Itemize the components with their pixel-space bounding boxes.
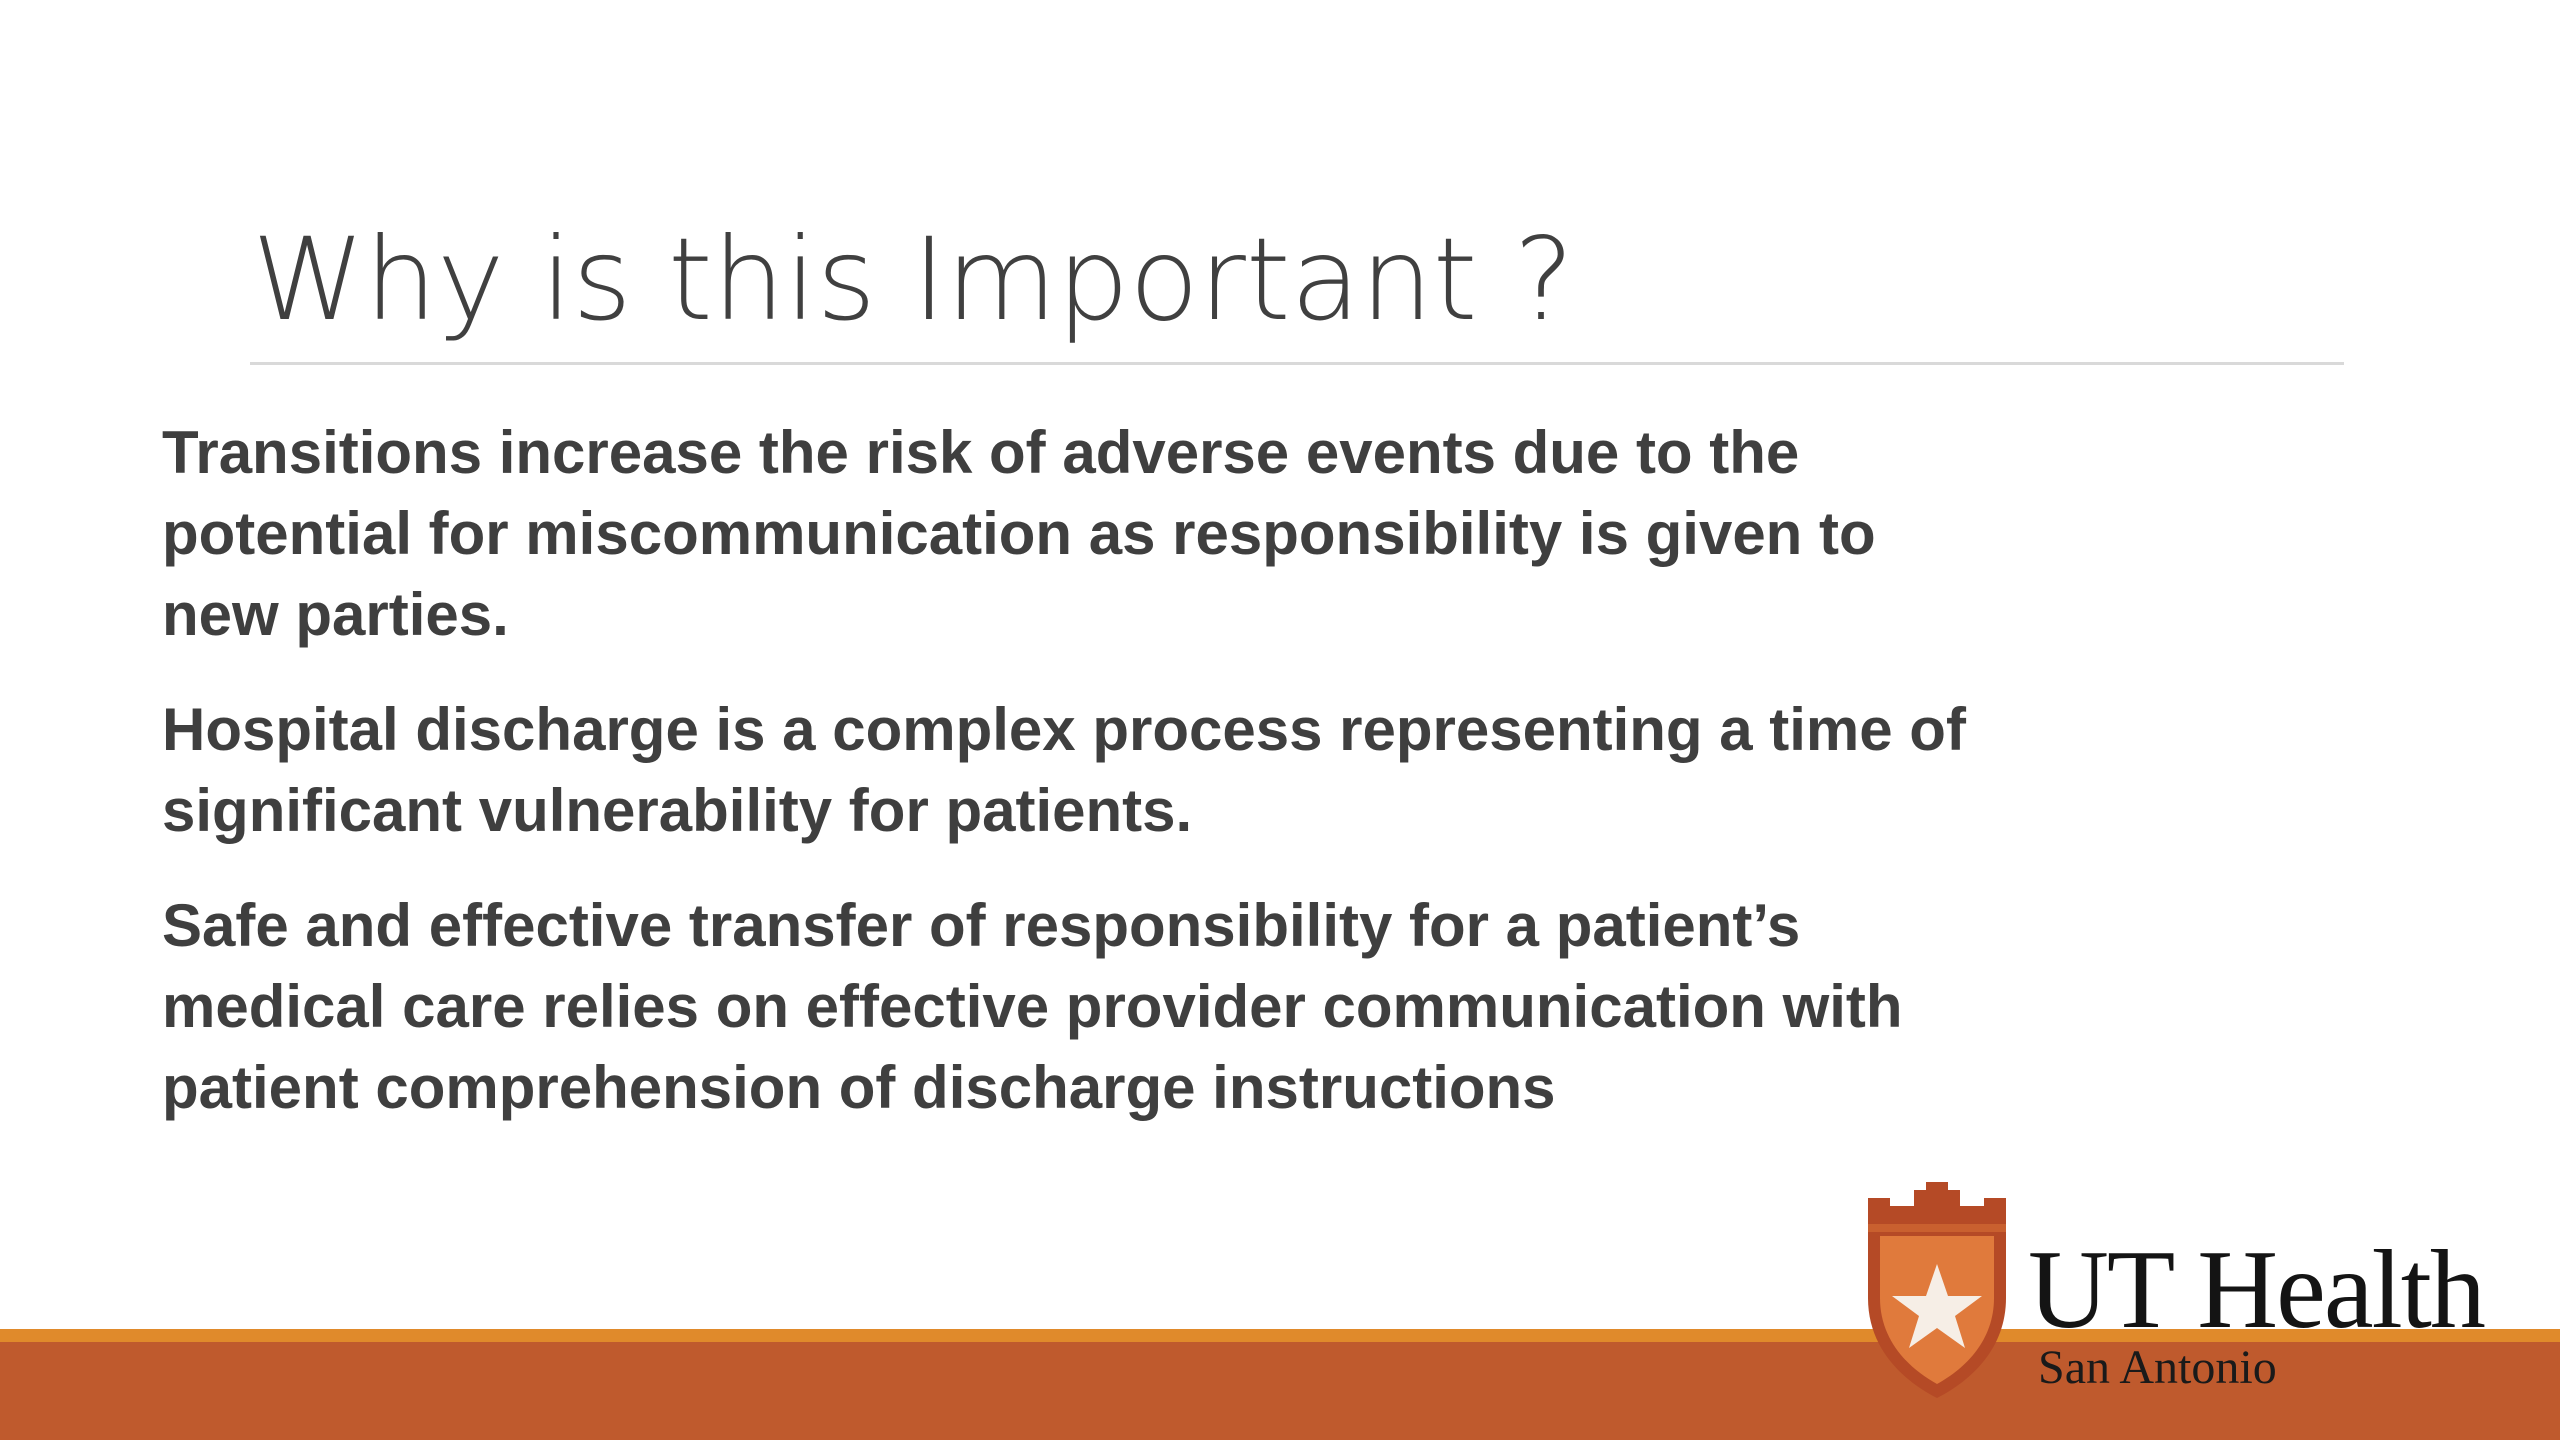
- shield-star-icon: [1860, 1178, 2014, 1400]
- ut-health-logo: [1860, 1178, 2500, 1410]
- body-paragraph-2: Hospital discharge is a complex process representing a time of significant vulnerability for patients.: [162, 696, 1966, 844]
- slide-title: Why is this Important ?: [252, 213, 1575, 346]
- body-paragraph-3: Safe and effective transfer of responsibility for a patient’s medical care relies on effective provider communication with patient comprehension of discharge instructions: [162, 892, 1903, 1121]
- title-divider: [250, 362, 2344, 365]
- logo-wordmark: UT Health: [2028, 1228, 2484, 1352]
- body-paragraph-1: Transitions increase the risk of adverse events due to the potential for miscommunication as responsibility is given to new parties.: [162, 419, 1876, 648]
- logo-subtitle: San Antonio: [2038, 1341, 2277, 1394]
- slide-body: [162, 412, 1992, 1162]
